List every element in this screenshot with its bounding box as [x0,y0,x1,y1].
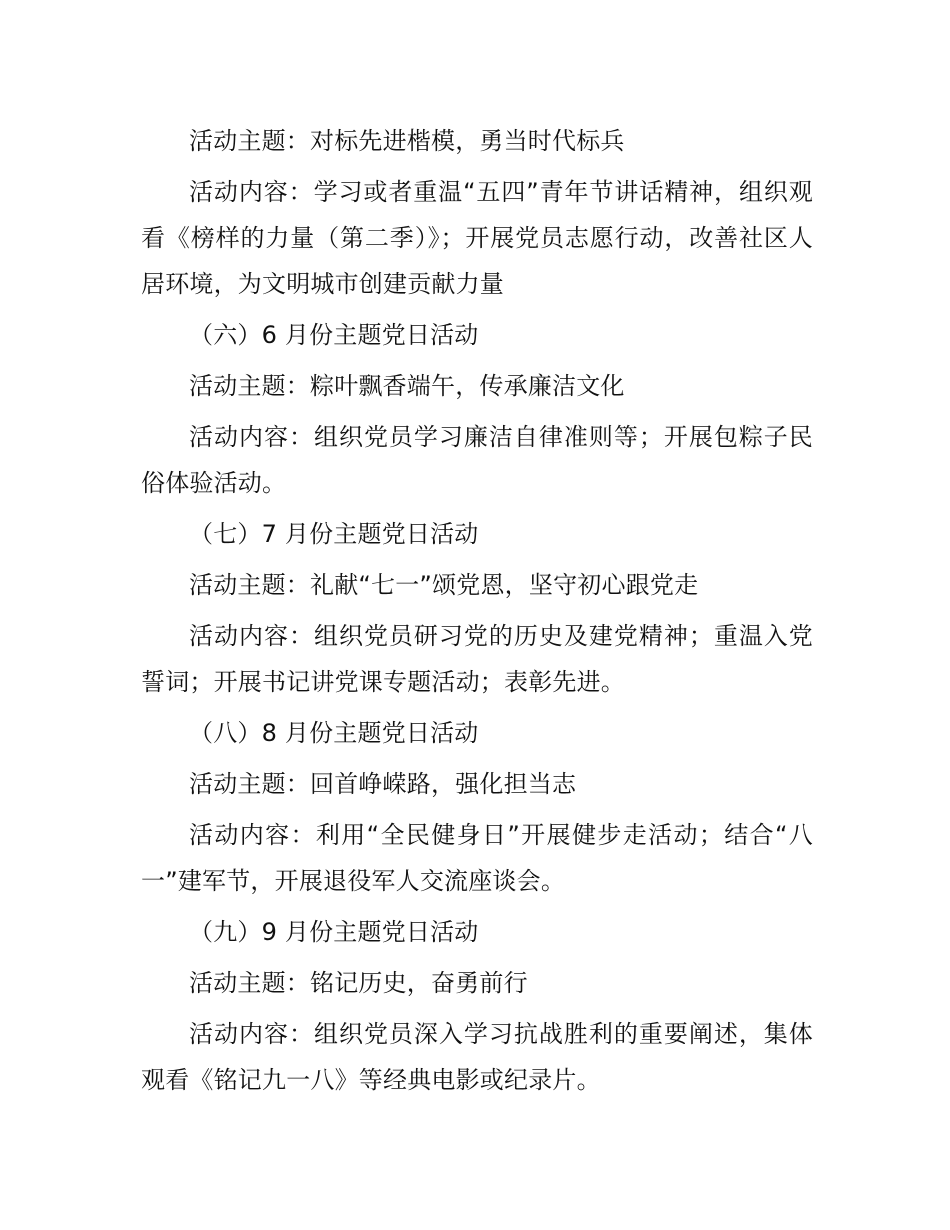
section-heading-september: （九）9 月份主题党日活动 [189,918,479,946]
section-heading-july: （七）7 月份主题党日活动 [189,520,479,548]
paragraph-content-july: 活动内容：组织党员研习党的历史及建党精神；重温入党誓词；开展书记讲党课专题活动；表彰先进。 [141,622,813,696]
section-heading-august: （八）8 月份主题党日活动 [189,719,479,747]
paragraph-theme-september: 活动主题：铭记历史，奋勇前行 [189,969,528,997]
paragraph-theme-august: 活动主题：回首峥嵘路，强化担当志 [189,770,577,798]
paragraph-content-august: 活动内容：利用“全民健身日”开展健步走活动；结合“八一”建军节，开展退役军人交流座谈会。 [141,821,813,895]
section-heading-june: （六）6 月份主题党日活动 [189,321,479,349]
paragraph-theme-5: 活动主题：对标先进楷模，勇当时代标兵 [189,127,625,155]
paragraph-content-june: 活动内容：组织党员学习廉洁自律准则等；开展包粽子民俗体验活动。 [141,423,813,497]
document-body [141,118,813,1108]
paragraph-theme-june: 活动主题：粽叶飘香端午，传承廉洁文化 [189,372,625,400]
paragraph-content-september: 活动内容：组织党员深入学习抗战胜利的重要阐述，集体观看《铭记九一八》等经典电影或纪录片。 [141,1020,813,1094]
paragraph-theme-july: 活动主题：礼献“七一”颂党恩，坚守初心跟党走 [189,571,699,599]
paragraph-content-5: 活动内容：学习或者重温“五四”青年节讲话精神，组织观看《榜样的力量（第二季）》；开展党员志愿行动，改善社区人居环境，为文明城市创建贡献力量 [141,178,813,298]
